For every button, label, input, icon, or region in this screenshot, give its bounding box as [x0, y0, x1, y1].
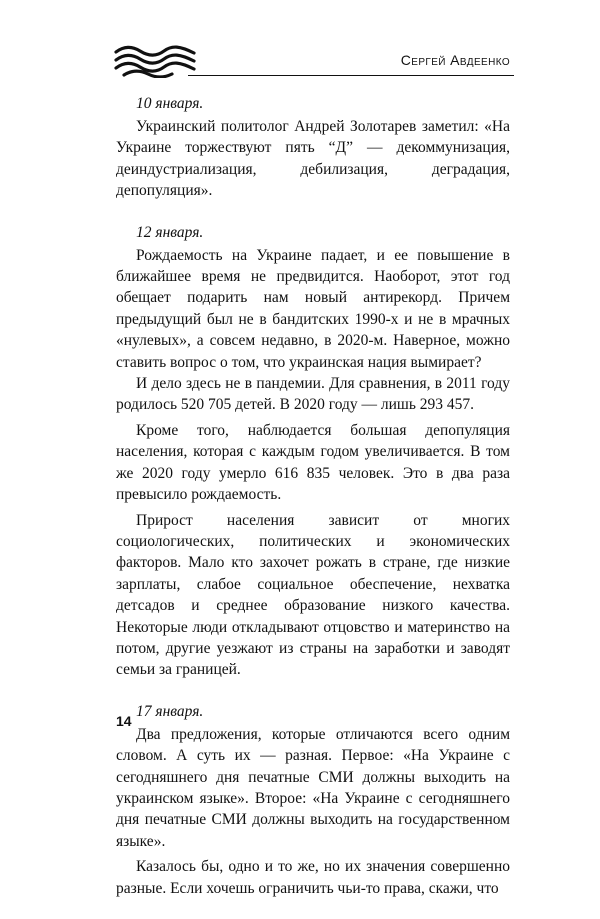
entry-paragraph: Украинский политолог Андрей Золотарев заметил: «На Украине торжествуют пять “Д” — декоммунизация, деиндустриализация, дебилизация, деградация, депопуляция». — [116, 118, 510, 200]
entry-paragraph: И дело здесь не в пандемии. Для сравнения, в 2011 году родилось 520 705 детей. В 2020 году — лишь 293 457. — [116, 375, 510, 414]
diary-entry — [116, 222, 510, 681]
page-content — [116, 93, 510, 919]
page-number: 14 — [116, 713, 132, 729]
diary-entry — [116, 93, 510, 202]
entry-date: 12 января. — [136, 223, 204, 241]
entry-paragraph: Два предложения, которые отличаются всего одним словом. А суть их — разная. Первое: «На Украине с сегодняшнего дня печатные СМИ должны выходить на украинском языке». Второе: «На Украине с сегодняшнего дня печатные СМИ должны выходить на государственном языке». — [116, 725, 510, 850]
entry-date: 10 января. — [136, 95, 204, 112]
page-header — [114, 40, 514, 80]
wavy-lines-ornament-icon — [114, 44, 198, 78]
entry-paragraph: Казалось бы, одно и то же, но их значения совершенно разные. Если хочешь ограничить чьи-то права, скажи, что — [116, 858, 510, 897]
diary-entry — [116, 701, 510, 899]
running-head-author: Сергей Авдеенко — [400, 52, 510, 68]
entry-paragraph: Рождаемость на Украине падает, и ее повышение в ближайшее время не предвидится. Наоборот, этот год обещает подарить нам новый антирекорд. Причем предыдущий был не в бандитских 1990-х и не в мрачных «нулевых», а совсем недавно, в 2020-м. Наверное, можно ставить вопрос о том, что украинская нация вымирает? — [116, 246, 510, 371]
entry-paragraph: Кроме того, наблюдается большая депопуляция населения, которая с каждым годом увеличивается. В том же 2020 году умерло 616 835 человек. Это в два раза превысило рождаемость. — [116, 421, 510, 504]
header-rule — [188, 75, 514, 76]
entry-date: 17 января. — [136, 702, 204, 720]
entry-paragraph: Прирост населения зависит от многих социологических, политических и экономических факторов. Мало кто захочет рожать в стране, где низкие зарплаты, слабое социальное обеспечение, нехватка детсадов и среднее образование низкого качества. Некоторые люди откладывают отцовство и материнство на потом, другие уезжают из страны на заработки и заводят семьи за границей. — [116, 511, 510, 679]
